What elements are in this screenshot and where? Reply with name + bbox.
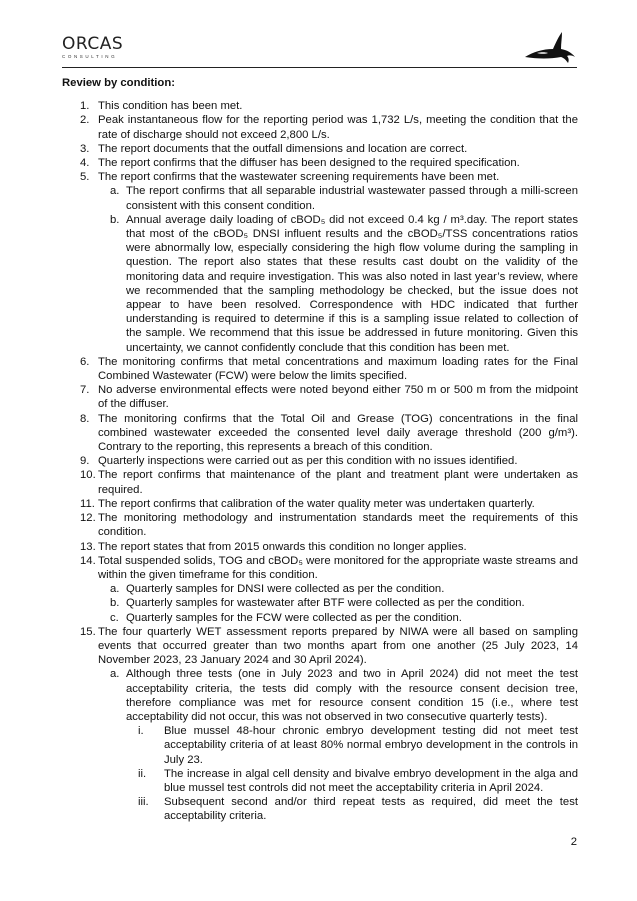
item-number: 7.: [80, 384, 90, 397]
condition-item: [62, 142, 578, 156]
item-number: 2.: [80, 114, 90, 127]
condition-list: [62, 99, 578, 823]
item-text: The report confirms that the wastewater screening requirements have been met.: [98, 171, 500, 184]
item-text: Blue mussel 48-hour chronic embryo development testing did not meet test acceptability criteria of at least 80% normal embryo development in the controls in July 23.: [164, 725, 578, 766]
item-text: Peak instantaneous flow for the reporting period was 1,732 L/s, meeting the condition that the rate of discharge should not exceed 2,800 L/s.: [98, 114, 578, 141]
item-number: 11.: [80, 497, 95, 510]
item-number: 1.: [80, 100, 90, 113]
item-text: The monitoring confirms that metal concentrations and maximum loading rates for the Final Combined Wastewater (FCW) were below the limits specified.: [98, 355, 578, 383]
condition-item: [62, 113, 578, 141]
document-body: [62, 76, 578, 824]
item-number: 6.: [80, 355, 90, 368]
item-text: The increase in algal cell density and bivalve embryo development in the alga and blue mussel test controls did not meet the acceptability criteria in April 2024.: [164, 767, 578, 794]
sub-list: [98, 667, 578, 823]
item-number: b.: [110, 213, 120, 226]
sub-item: [98, 667, 578, 823]
item-number: a.: [110, 583, 120, 596]
condition-item: [62, 468, 578, 496]
item-number: 8.: [80, 412, 90, 425]
item-text: The report confirms that maintenance of the plant and treatment plant were undertaken as required.: [98, 469, 578, 496]
item-text: Annual average daily loading of cBOD₅ did not exceed 0.4 kg / m³.day. The report states that most of the cBOD₅ DNSI influent results and the cBOD₅/TSS concentrations ratios were abnormally low, especially considering the high flow volume during the sampling in question. The report also states that these results cast doubt on the validity of the monitoring data and require investigation. This was also noted in last year’s review, where we recommended that the sampling methodology be checked, but the issue does not appear to have been resolved. Correspondence with HDC indicated that further understanding is required to determine if this is a sampling issue related to collection of the sample. We recommend that this issue be addressed in future monitoring. Given this uncertainty, we cannot confidently conclude that this condition has been met.: [126, 213, 578, 354]
logo-subtext: CONSULTING: [62, 54, 118, 59]
logo-text: ORCAS: [62, 34, 124, 54]
item-number: 10.: [80, 469, 96, 482]
item-text: The report states that from 2015 onwards this condition no longer applies.: [98, 540, 467, 553]
sub-list: [98, 184, 578, 354]
item-number: i.: [138, 725, 144, 738]
condition-item: [62, 412, 578, 455]
condition-item: [62, 383, 578, 411]
page-header: [62, 30, 577, 68]
orcas-logo: [62, 36, 123, 59]
sub-item: [98, 184, 578, 212]
item-number: 3.: [80, 142, 90, 155]
sub-item: [98, 213, 578, 355]
sub-sub-item: [126, 724, 578, 767]
header-rule: [62, 67, 577, 68]
sub-sub-item: [126, 795, 578, 823]
item-text: Quarterly samples for wastewater after BTF were collected as per the condition.: [126, 597, 525, 610]
item-text: The monitoring methodology and instrumentation standards meet the requirements of this condition.: [98, 512, 578, 539]
condition-item: [62, 355, 578, 383]
item-text: The four quarterly WET assessment reports prepared by NIWA were all based on sampling events that occurred greater than two months apart from one another (25 July 2023, 14 November 2023, 23 January 2024 and 30 April 2024).: [98, 625, 578, 667]
item-text: Quarterly samples for the FCW were collected as per the condition.: [126, 611, 462, 624]
condition-item: [62, 99, 578, 113]
item-number: 5.: [80, 171, 90, 184]
condition-item: [62, 156, 578, 170]
item-number: 4.: [80, 157, 90, 170]
item-number: 9.: [80, 455, 90, 468]
item-text: The monitoring confirms that the Total Oil and Grease (TOG) concentrations in the final combined wastewater exceeded the consented level daily average threshold (200 g/m³). Contrary to the reporting, this represents a breach of this condition.: [98, 412, 578, 454]
condition-item: [62, 170, 578, 355]
item-number: ii.: [138, 767, 147, 780]
sub-item: [98, 596, 578, 610]
item-text: Total suspended solids, TOG and cBOD₅ were monitored for the appropriate waste streams and within the given timeframe for this condition.: [98, 554, 578, 581]
item-number: 15.: [80, 625, 96, 638]
item-number: 12.: [80, 512, 96, 525]
item-number: a.: [110, 668, 120, 681]
item-text: Quarterly inspections were carried out as per this condition with no issues identified.: [98, 455, 518, 468]
item-text: This condition has been met.: [98, 100, 243, 113]
section-heading: Review by condition:: [62, 77, 175, 89]
orca-icon: [523, 30, 577, 64]
item-number: a.: [110, 185, 120, 198]
item-text: Subsequent second and/or third repeat tests as required, did meet the test acceptability criteria.: [164, 796, 578, 823]
item-text: The report confirms that all separable industrial wastewater passed through a milli-screen consistent with this consent condition.: [126, 185, 578, 212]
item-text: Although three tests (one in July 2023 and two in April 2024) did not meet the test acceptability criteria, the tests did comply with the resource consent decision tree, therefore compliance was met for resource consent condition 15 (i.e., where test acceptability did not occur, this was not observed in two consecutive quarterly tests).: [126, 668, 578, 723]
item-text: Quarterly samples for DNSI were collected as per the condition.: [126, 583, 445, 596]
sub-sub-item: [126, 767, 578, 795]
item-number: c.: [110, 611, 119, 624]
sub-item: [98, 611, 578, 625]
item-number: b.: [110, 597, 120, 610]
condition-item: [62, 454, 578, 468]
condition-item: [62, 540, 578, 554]
sub-list: [126, 724, 578, 823]
item-number: iii.: [138, 796, 149, 809]
item-number: 14.: [80, 554, 96, 567]
sub-item: [98, 582, 578, 596]
page-number: 2: [570, 836, 577, 848]
condition-item: [62, 497, 578, 511]
condition-item: [62, 625, 578, 824]
item-text: No adverse environmental effects were noted beyond either 750 m or 500 m from the midpoint of the diffuser.: [98, 384, 578, 411]
item-text: The report documents that the outfall dimensions and location are correct.: [98, 142, 468, 155]
item-number: 13.: [80, 540, 96, 553]
item-text: The report confirms that calibration of the water quality meter was undertaken quarterly.: [98, 497, 535, 510]
sub-list: [98, 582, 578, 625]
item-text: The report confirms that the diffuser has been designed to the required specification.: [98, 157, 520, 170]
condition-item: [62, 511, 578, 539]
condition-item: [62, 554, 578, 625]
